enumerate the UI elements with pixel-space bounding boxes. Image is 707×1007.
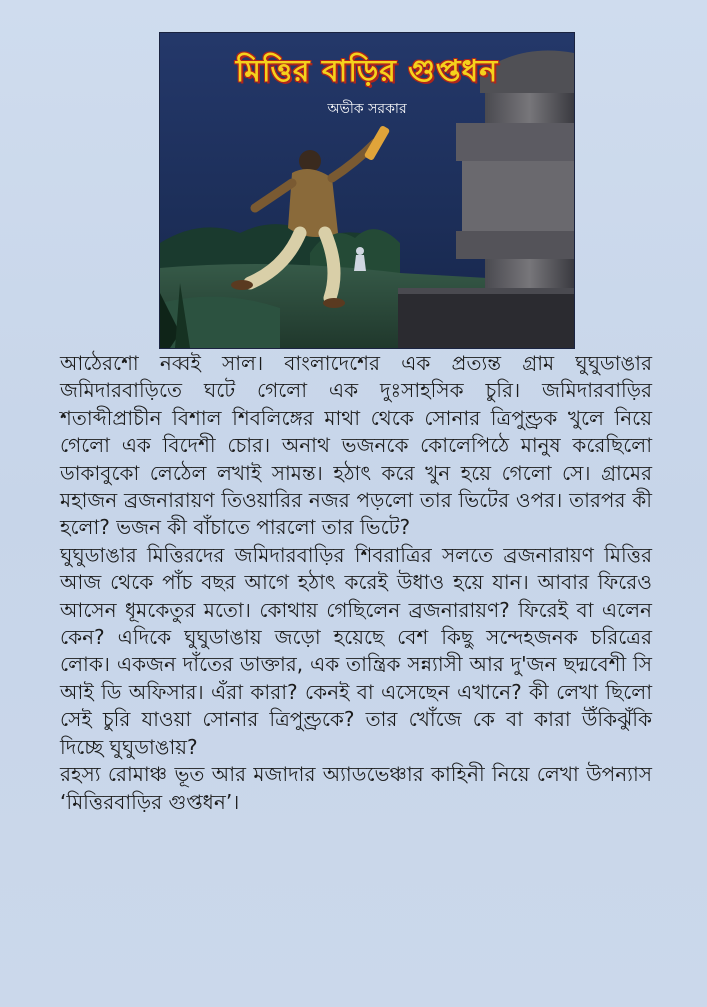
blurb-text (60, 350, 652, 816)
blurb-paragraph-2: ঘুঘুডাঙার মিত্তিরদের জমিদারবাড়ির শিবরাত্রির সলতে ব্রজনারায়ণ মিত্তির আজ থেকে পাঁচ বছর আগে হঠাৎ করেই উধাও হয়ে যান। আবার ফিরেও আসেন ধূমকেতুর মতো। কোথায় গেছিলেন ব্রজনারায়ণ? ফিরেই বা এলেন কেন? এদিকে ঘুঘুডাঙায় জড়ো হয়েছে বেশ কিছু সন্দেহজনক চরিত্রের লোক। একজন দাঁতের ডাক্তার, এক তান্ত্রিক সন্ন্যাসী আর দু'জন ছদ্মবেশী সি আই ডি অফিসার। এঁরা কারা? কেনই বা এসেছেন এখানে? কী লেখা ছিলো সেই চুরি যাওয়া সোনার ত্রিপুণ্ড্রকে? তার খোঁজে কে বা কারা উঁকিঝুঁকি দিচ্ছে ঘুঘুডাঙায়? (60, 542, 652, 759)
stone-steps (398, 288, 574, 348)
blurb-paragraph-1: আঠেরশো নব্বই সাল। বাংলাদেশের এক প্রত্যন্ত গ্রাম ঘুঘুডাঙার জমিদারবাড়িতে ঘটে গেলো এক দুঃসাহসিক চুরি। জমিদারবাড়ির শতাব্দীপ্রাচীন বিশাল শিবলিঙ্গের মাথা থেকে সোনার ত্রিপুণ্ড্রক খুলে নিয়ে গেলো এক বিদেশী চোর। অনাথ ভজনকে কোলেপিঠে মানুষ করেছিলো ডাকাবুকো লেঠেল লখাই সামন্ত। হঠাৎ করে খুন হয়ে গেলো সে। গ্রামের মহাজন ব্রজনারায়ণ তিওয়ারির নজর পড়লো তার ভিটের ওপর। তারপর কী হলো? ভজন কী বাঁচাতে পারলো তার ভিটে? (60, 351, 652, 540)
cover-author: অভীক সরকার (327, 101, 407, 117)
blurb-paragraph-3: রহস্য রোমাঞ্চ ভূত আর মজাদার অ্যাডভেঞ্চার কাহিনী নিয়ে লেখা উপন্যাস ‘মিত্তিরবাড়ির গুপ্তধন’। (60, 762, 652, 814)
cover-title: মিত্তির বাড়ির গুপ্তধন (235, 54, 499, 89)
book-cover-image (160, 33, 574, 348)
